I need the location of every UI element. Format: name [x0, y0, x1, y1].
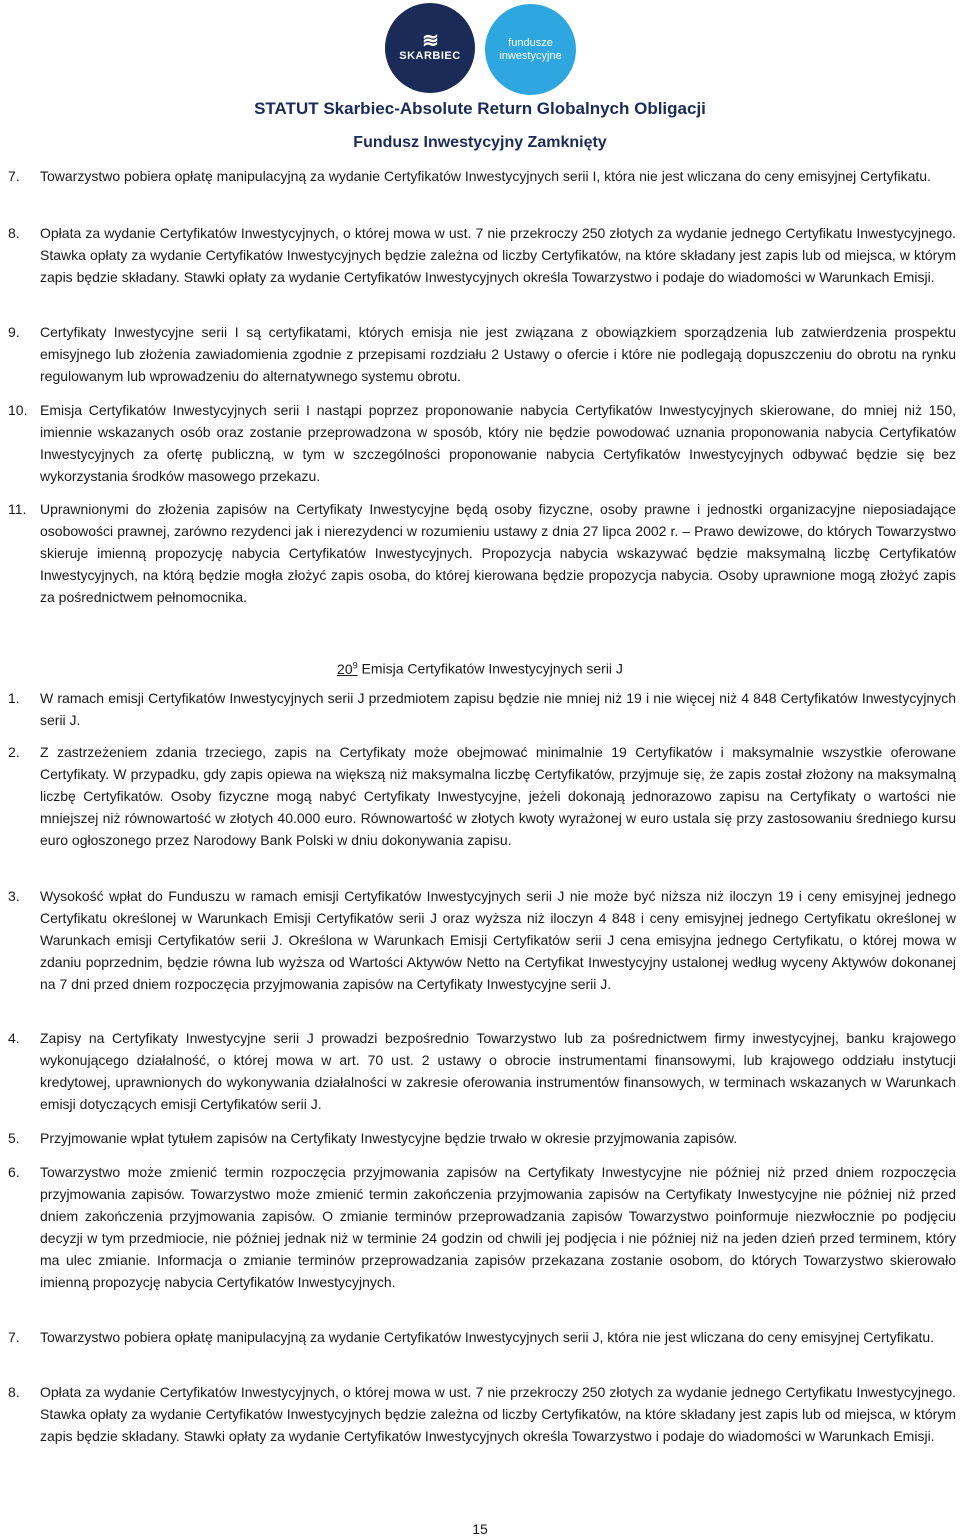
list-item	[8, 1381, 956, 1447]
item-number: 6.	[8, 1164, 20, 1180]
item-text: W ramach emisji Certyfikatów Inwestycyjnych serii J przedmiotem zapisu będzie nie mniej niż 19 i nie więcej niż 4 848 Certyfikatów Inwestycyjnych serii J.	[40, 690, 956, 728]
item-text: Opłata za wydanie Certyfikatów Inwestycyjnych, o której mowa w ust. 7 nie przekroczy 250 złotych za wydanie jednego Certyfikatu Inwestycyjnego. Stawka opłaty za wydanie Certyfikatów Inwestycyjnych będzie zależna od liczby Certyfikatów, na które składany jest zapis lub od miejsca, w którym zapis będzie składany. Stawki opłaty za wydanie Certyfikatów Inwestycyjnych określa Towarzystwo i podaje do wiadomości w Warunkach Emisji.	[40, 1384, 956, 1444]
item-text: Z zastrzeżeniem zdania trzeciego, zapis na Certyfikaty może obejmować minimalnie 19 Certyfikatów i maksymalnie wszystkie oferowane Certyfikaty. W przypadku, gdy zapis opiewa na większą niż maksymalna liczbę Certyfikatów, przyjmuje się, że zapis został złożony na maksymalną liczbę Certyfikatów. Osoby fizyczne mogą nabyć Certyfikaty Inwestycyjne, jeżeli dokonają jednorazowo zapisu na Certyfikaty o wartości nie mniejszej niż równowartość w złotych 40.000 euro. Równowartość w złotych kwoty wyrażonej w euro ustala się przy zastosowaniu średniego kursu euro ogłoszonego przez Narodowy Bank Polski w dniu dokonywania zapisu.	[40, 744, 956, 848]
item-text: Wysokość wpłat do Funduszu w ramach emisji Certyfikatów Inwestycyjnych serii J nie może być niższa niż iloczyn 19 i ceny emisyjnej jednego Certyfikatu określonej w Warunkach Emisji Certyfikatów serii J oraz wyższa niż iloczyn 4 848 i ceny emisyjnej jednego Certyfikatu określonej w Warunkach emisji Certyfikatów serii J. Określona w Warunkach Emisji Certyfikatów serii J cena emisyjna jednego Certyfikatu, o której mowa w zdaniu poprzednim, będzie równa lub wyższa od Wartości Aktywów Netto na Certyfikat Inwestycyjny ustalonej według wyceny Aktywów dokonanej na 7 dni przed dniem rozpoczęcia przyjmowania zapisów na Certyfikaty Inwestycyjne serii J.	[40, 888, 956, 992]
item-number: 1.	[8, 690, 20, 706]
item-text: Towarzystwo pobiera opłatę manipulacyjną za wydanie Certyfikatów Inwestycyjnych serii I, która nie jest wliczana do ceny emisyjnej Certyfikatu.	[40, 168, 931, 184]
list-item	[8, 399, 956, 487]
section-heading	[0, 654, 960, 680]
item-text: Uprawnionymi do złożenia zapisów na Certyfikaty Inwestycyjne będą osoby fizyczne, osoby prawne i jednostki organizacyjne nieposiadające osobowości prawnej, zarówno rezydenci jak i nierezydenci w rozumieniu ustawy z dnia 27 lipca 2002 r. – Prawo dewizowe, do których Towarzystwo skieruje imienną propozycję nabycia Certyfikatów Inwestycyjnych. Propozycja nabycia wskazywać będzie maksymalną liczbę Certyfikatów Inwestycyjnych, na którą będzie mogła złożyć zapis osoba, do której kierowana będzie propozycja nabycia. Osoby uprawnione mogą złożyć zapis za pośrednictwem pełnomocnika.	[40, 501, 956, 605]
item-number: 8.	[8, 1384, 20, 1400]
list-item	[8, 741, 956, 851]
list-item	[8, 885, 956, 995]
fundusze-logo	[485, 4, 576, 95]
item-number: 8.	[8, 225, 20, 241]
fundusze-text: fundusze	[508, 36, 553, 49]
list-item	[8, 321, 956, 387]
item-number: 3.	[8, 888, 20, 904]
list-item	[8, 687, 956, 731]
document-subtitle: Fundusz Inwestycyjny Zamknięty	[353, 134, 607, 151]
list-item	[8, 222, 956, 288]
skarbiec-logo	[385, 3, 475, 93]
list-item	[8, 498, 956, 608]
item-number: 7.	[8, 168, 20, 184]
list-item	[8, 165, 956, 187]
section-number: $20^9$	[337, 660, 358, 677]
item-number: 7.	[8, 1329, 20, 1345]
item-number: 2.	[8, 744, 20, 760]
list-item	[8, 1027, 956, 1115]
item-text: Przyjmowanie wpłat tytułem zapisów na Certyfikaty Inwestycyjne będzie trwało w okresie przyjmowania zapisów.	[40, 1130, 738, 1146]
item-number: 5.	[8, 1130, 20, 1146]
item-number: 9.	[8, 324, 20, 340]
list-item	[8, 1161, 956, 1293]
page-number: 15	[472, 1521, 488, 1537]
item-number: 10.	[8, 402, 28, 418]
skarbiec-brand-text: SKARBIEC	[399, 50, 461, 62]
list-item	[8, 1326, 956, 1348]
item-text: Certyfikaty Inwestycyjne serii I są certyfikatami, których emisja nie jest związana z obowiązkiem sporządzenia lub zatwierdzenia prospektu emisyjnego lub złożenia zawiadomienia zgodnie z przepisami rozdziału 2 Ustawy o ofercie i które nie podlegają dopuszczeniu do obrotu na rynku regulowanym lub wprowadzeniu do alternatywnego systemu obrotu.	[40, 324, 956, 384]
skarbiec-mark-icon: ≋	[422, 30, 438, 52]
item-text: Towarzystwo pobiera opłatę manipulacyjną za wydanie Certyfikatów Inwestycyjnych serii J, która nie jest wliczana do ceny emisyjnej Certyfikatu.	[40, 1329, 935, 1345]
item-text: Emisja Certyfikatów Inwestycyjnych serii I nastąpi poprzez proponowanie nabycia Certyfikatów Inwestycyjnych skierowane, do mniej niż 150, imiennie wskazanych osób oraz zostanie przeprowadzona w sposób, który nie będzie powodować uznania proponowania nabycia Certyfikatów Inwestycyjnych za ofertę publiczną, w tym w szczególności proponowanie nabycia Certyfikatów Inwestycyjnych odbywać będzie się bez wykorzystania środków masowego przekazu.	[40, 402, 956, 484]
logo	[385, 3, 579, 93]
item-text: Opłata za wydanie Certyfikatów Inwestycyjnych, o której mowa w ust. 7 nie przekroczy 250 złotych za wydanie jednego Certyfikatu Inwestycyjnego. Stawka opłaty za wydanie Certyfikatów Inwestycyjnych będzie zależna od liczby Certyfikatów, na które składany jest zapis lub od miejsca, w którym zapis będzie składany. Stawki opłaty za wydanie Certyfikatów Inwestycyjnych określa Towarzystwo i podaje do wiadomości w Warunkach Emisji.	[40, 225, 956, 285]
inwestycyjne-text: inwestycyjne	[499, 49, 562, 62]
item-number: 11.	[8, 501, 27, 517]
list-item	[8, 1127, 956, 1149]
document-title: STATUT Skarbiec-Absolute Return Globalnych Obligacji	[254, 99, 706, 118]
section-title-text: Emisja Certyfikatów Inwestycyjnych serii J	[361, 660, 623, 677]
item-text: Zapisy na Certyfikaty Inwestycyjne serii J prowadzi bezpośrednio Towarzystwo lub za pośrednictwem firmy inwestycyjnej, banku krajowego wykonującego działalność, o której mowa w art. 70 ust. 2 ustawy o obrocie instrumentami finansowymi, lub krajowego oddziału instytucji kredytowej, uprawnionych do wykonywania działalności w zakresie oferowania instrumentów finansowych, w terminach wskazanych w Warunkach emisji dotyczących emisji Certyfikatów serii J.	[40, 1030, 956, 1112]
item-text: Towarzystwo może zmienić termin rozpoczęcia przyjmowania zapisów na Certyfikaty Inwestycyjne nie później niż przed dniem rozpoczęcia przyjmowania zapisów. Towarzystwo może zmienić termin zakończenia przyjmowania zapisów na Certyfikaty Inwestycyjne nie później niż przed dniem zakończenia przyjmowania zapisów. O zmianie terminów przeprowadzania zapisów Towarzystwo poinformuje niezwłocznie po podjęciu decyzji w tym przedmiocie, nie później jednak niż w terminie 24 godzin od chwili jej podjęcia i nie później niż na jeden dzień przed terminem, który ma ulec zmianie. Informacja o zmianie terminów przeprowadzania zapisów przekazana zostanie osobom, do których Towarzystwo skierowało imienną propozycję nabycia Certyfikatów Inwestycyjnych.	[40, 1164, 956, 1290]
item-number: 4.	[8, 1030, 20, 1046]
